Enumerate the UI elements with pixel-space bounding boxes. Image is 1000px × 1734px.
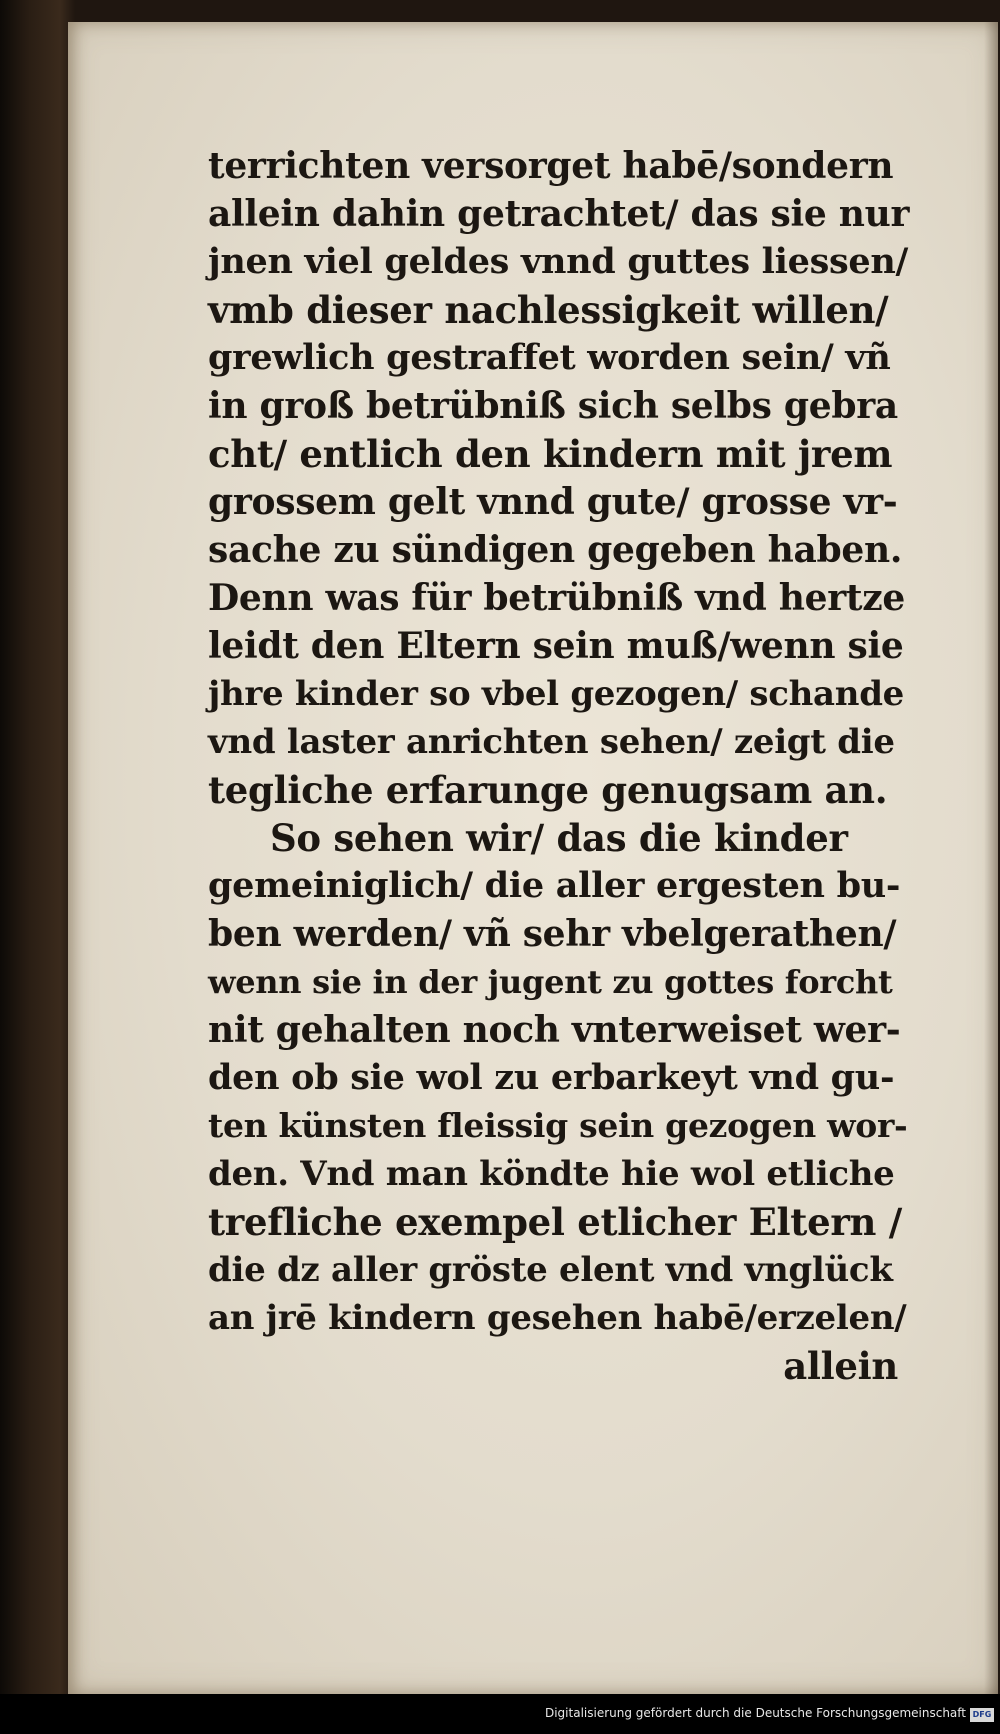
text-line: den. Vnd man köndte hie wol etliche xyxy=(208,1154,895,1194)
text-line: vmb dieser nachlessigkeit willen/ xyxy=(208,288,889,332)
text-line-indented: So sehen wir/ das die kinder xyxy=(270,816,848,860)
text-line: jnen viel geldes vnnd guttes liessen/ xyxy=(208,241,909,282)
text-line: gemeiniglich/ die aller ergesten bu- xyxy=(208,865,901,906)
catchword: allein xyxy=(783,1344,898,1388)
dfg-logo: DFG xyxy=(970,1708,994,1722)
funding-credit: Digitalisierung gefördert durch die Deutsche Forschungsgemeinschaft xyxy=(544,1706,966,1720)
text-line: an jrē kindern gesehen habē/erzelen/ xyxy=(208,1298,907,1338)
text-line: wenn sie in der jugent zu gottes forcht xyxy=(208,963,893,1001)
book-page xyxy=(68,22,998,1694)
text-line: ten künsten fleissig sein gezogen wor- xyxy=(208,1106,908,1145)
page-edge-shadow xyxy=(984,22,998,1694)
text-line: ben werden/ vñ sehr vbelgerathen/ xyxy=(208,913,897,955)
text-line: die dz aller gröste elent vnd vnglück xyxy=(208,1250,893,1290)
text-line: nit gehalten noch vnterweiset wer- xyxy=(208,1009,901,1051)
text-line: grewlich gestraffet worden sein/ vñ xyxy=(208,337,891,378)
text-line: tegliche erfarunge genugsam an. xyxy=(208,768,888,812)
footer-bar xyxy=(0,1694,1000,1734)
text-line: grossem gelt vnnd gute/ grosse vr- xyxy=(208,481,898,523)
text-line: jhre kinder so vbel gezogen/ schande xyxy=(208,674,905,714)
text-line: leidt den Eltern sein muß/wenn sie xyxy=(208,625,904,667)
text-line: cht/ entlich den kindern mit jrem xyxy=(208,432,893,476)
text-line: sache zu sündigen gegeben haben. xyxy=(208,529,903,571)
text-line: allein dahin getrachtet/ das sie nur xyxy=(208,193,910,235)
text-line: vnd laster anrichten sehen/ zeigt die xyxy=(208,722,895,762)
text-line: in groß betrübniß sich selbs gebra xyxy=(208,385,898,427)
text-line: terrichten versorget habē/sondern xyxy=(208,145,894,187)
page-text-block xyxy=(208,142,908,1390)
text-line: den ob sie wol zu erbarkeyt vnd gu- xyxy=(208,1057,895,1098)
text-line: trefliche exempel etlicher Eltern / xyxy=(208,1200,902,1244)
text-line: Denn was für betrübniß vnd hertze xyxy=(208,577,905,619)
